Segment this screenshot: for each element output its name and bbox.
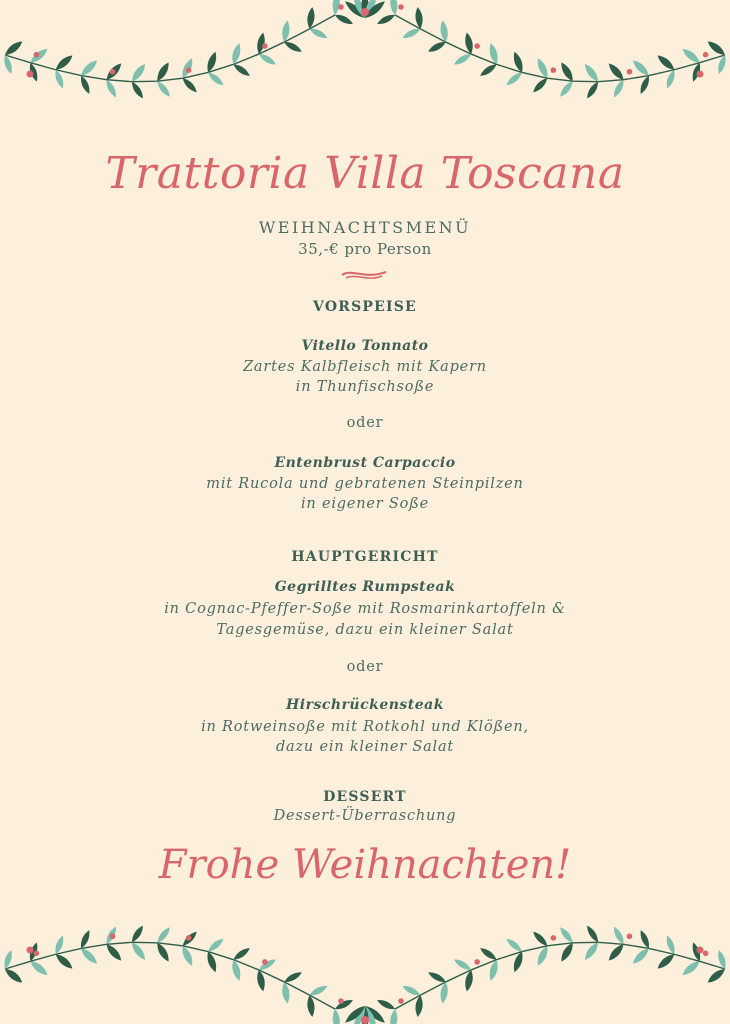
main-option1-line1: in Cognac-Pfeffer-Soße mit Rosmarinkartoffeln & bbox=[164, 601, 566, 617]
main-option2-line2: dazu ein kleiner Salat bbox=[275, 739, 455, 755]
main-or: oder bbox=[346, 659, 384, 675]
starter-or: oder bbox=[346, 415, 384, 431]
flourish-ornament bbox=[340, 266, 388, 282]
main-option1-line2: Tagesgemüse, dazu ein kleiner Salat bbox=[216, 622, 514, 638]
starter-option2-line2: in eigener Soße bbox=[300, 496, 430, 512]
restaurant-title: Trattoria Villa Toscana bbox=[105, 148, 625, 199]
dessert-heading: DESSERT bbox=[323, 789, 407, 805]
dessert-line: Dessert-Überraschung bbox=[273, 808, 457, 824]
menu-subtitle: WEIHNACHTSMENÜ bbox=[258, 218, 472, 237]
main-heading: HAUPTGERICHT bbox=[291, 549, 439, 565]
menu-price: 35,-€ pro Person bbox=[298, 240, 432, 258]
bottom-garland-decoration bbox=[0, 874, 730, 1024]
starter-heading: VORSPEISE bbox=[313, 299, 417, 315]
starter-option1-name: Vitello Tonnato bbox=[301, 338, 429, 354]
top-garland-decoration bbox=[0, 0, 730, 140]
starter-option2-name: Entenbrust Carpaccio bbox=[274, 455, 456, 471]
main-option2-name: Hirschrückensteak bbox=[286, 697, 444, 713]
starter-option1-line2: in Thunfischsoße bbox=[295, 379, 435, 395]
main-option1-name: Gegrilltes Rumpsteak bbox=[274, 579, 456, 595]
starter-option2-line1: mit Rucola und gebratenen Steinpilzen bbox=[206, 476, 524, 492]
closing-greeting: Frohe Weihnachten! bbox=[158, 842, 572, 888]
starter-option1-line1: Zartes Kalbfleisch mit Kapern bbox=[243, 359, 487, 375]
main-option2-line1: in Rotweinsoße mit Rotkohl und Klößen, bbox=[201, 719, 529, 735]
